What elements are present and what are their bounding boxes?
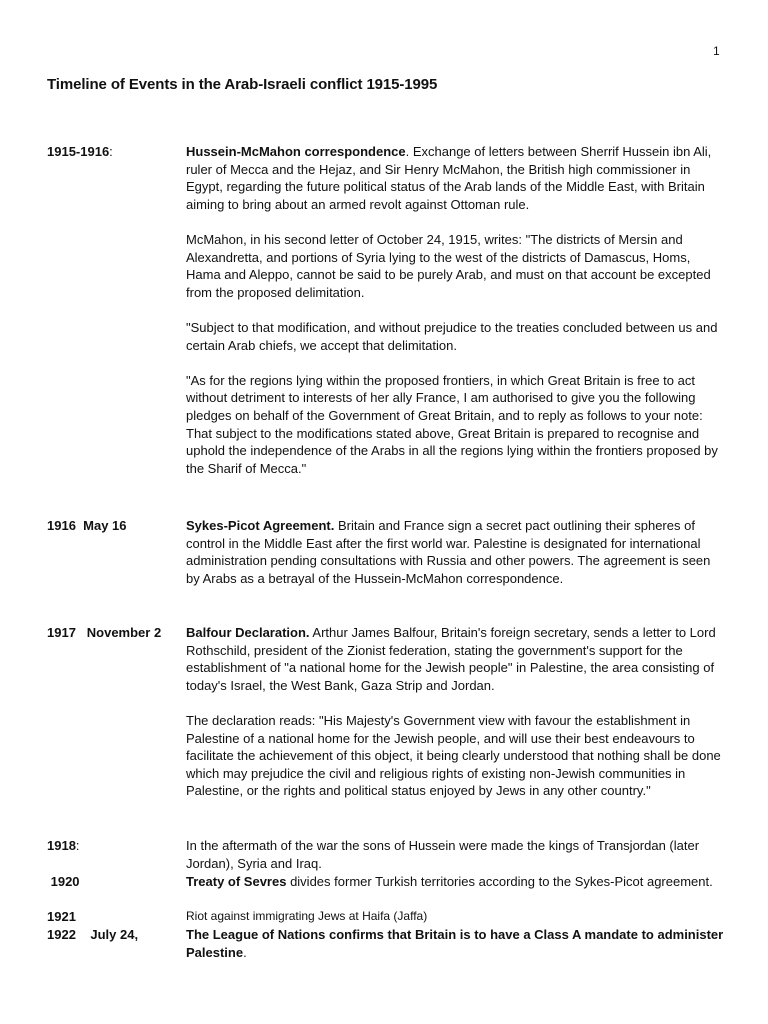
entry-paragraph: In the aftermath of the war the sons of Hussein were made the kings of Transjordan (later Jordan), Syria and Iraq. [186,838,700,871]
entry-paragraph: Balfour Declaration. Arthur James Balfour, Britain's foreign secretary, sends a letter to Lord Rothschild, president of the Zionist federation, stating the government's support for the establishment of "a national home for the Jewish people" in Palestine, the area consisting of today's Israel, the West Bank, Gaza Strip and Jordan. [186,625,716,693]
entry-date: 1917 November 2 [47,625,162,640]
entry-paragraph: Hussein-McMahon correspondence. Exchange of letters between Sherrif Hussein ibn Ali, ruler of Mecca and the Hejaz, and Sir Henry McMahon, the British high commissioner in Egypt, regarding the future political status of the Arab lands of the Middle East, with Britain aiming to bring about an armed revolt against Ottoman rule. [186,144,712,212]
timeline-entry-1920 [47,873,727,891]
timeline-entry-1922 [47,926,727,961]
document-title: Timeline of Events in the Arab-Israeli conflict 1915-1995 [47,76,438,93]
timeline-entry-1915 [47,143,727,477]
entry-paragraph: McMahon, in his second letter of October 24, 1915, writes: "The districts of Mersin and Alexandretta, and portions of Syria lying to the west of the districts of Damascus, Homs, Hama and Aleppo, cannot be said to be purely Arab, and must on that account be excepted from the proposed delimitation. [186,231,711,300]
entry-heading: The League of Nations confirms that Britain is to have a Class A mandate to administer Palestine [186,927,724,960]
timeline-entry-1916 [47,517,727,587]
entry-date: 1921 [47,909,76,924]
entry-heading: Hussein-McMahon correspondence [186,144,406,159]
entry-heading: Sykes-Picot Agreement. [186,518,335,533]
entry-paragraph: The declaration reads: "His Majesty's Government view with favour the establishment in Palestine of a national home for the Jewish people, and will use their best endeavours to facilitate the achievement of this object, it being clearly understood that nothing shall be done which may prejudice the civil and religious rights of existing non-Jewish communities in Palestine, or the rights and political status enjoyed by Jews in any other country." [186,712,721,799]
page-number: 1 [713,44,720,58]
entry-paragraph: "Subject to that modification, and without prejudice to the treaties concluded between us and certain Arab chiefs, we accept that delimitation. [186,319,718,353]
timeline-entry-1918 [47,837,727,872]
timeline-entry-1921 [47,908,727,926]
entry-heading: Balfour Declaration. [186,625,310,640]
entry-date: 1918: [47,838,80,853]
entry-paragraph: "As for the regions lying within the proposed frontiers, in which Great Britain is free to act without detriment to interests of her ally France, I am authorised to give you the following pledges on behalf of the Government of Great Britain, and to reply as follows to your note: That subject to the modifications stated above, Great Britain is prepared to recognise and uphold the independence of the Arabs in all the regions lying within the frontiers proposed by the Sharif of Mecca." [186,372,718,476]
entry-paragraph: The League of Nations confirms that Britain is to have a Class A mandate to administer Palestine. [186,927,724,960]
entry-date: 1922 July 24, [47,927,139,942]
entry-date: 1916 May 16 [47,518,127,533]
entry-heading: Treaty of Sevres [186,874,287,889]
entry-date: 1915-1916: [47,144,113,159]
entry-paragraph: Riot against immigrating Jews at Haifa (Jaffa) [186,909,428,923]
entry-date: 1920 [47,874,80,889]
entry-paragraph: Treaty of Sevres divides former Turkish territories according to the Sykes-Picot agreement. [186,874,713,889]
entry-paragraph: Sykes-Picot Agreement. Britain and France sign a secret pact outlining their spheres of control in the Middle East after the first world war. Palestine is designated for international administration pending consultations with Russia and other powers. The agreement is seen by Arabs as a betrayal of the Hussein-McMahon correspondence. [186,518,711,586]
timeline-entry-1917 [47,624,727,800]
